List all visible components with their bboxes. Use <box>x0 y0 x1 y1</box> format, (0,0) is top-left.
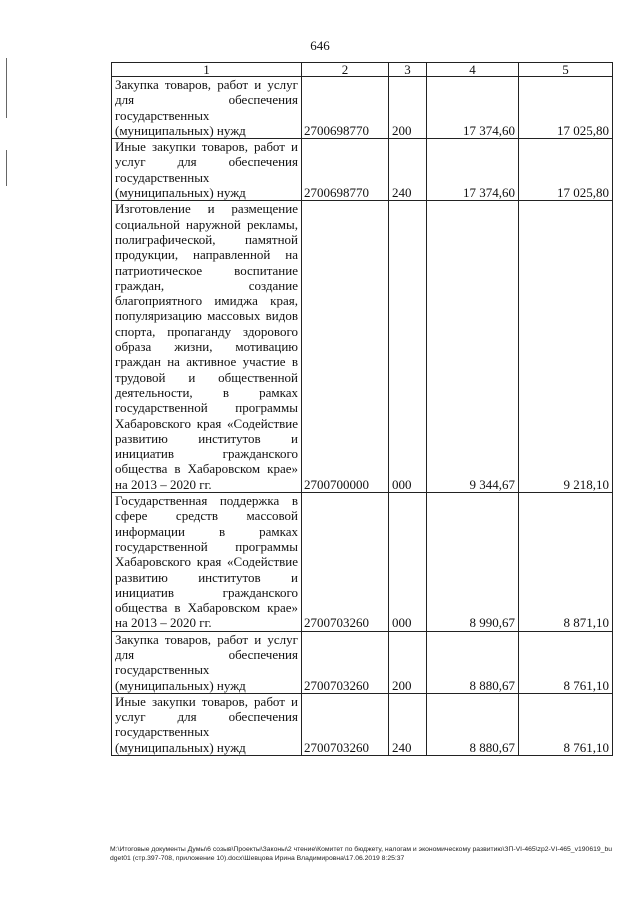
row-value-5: 17 025,80 <box>519 139 613 201</box>
row-name: Иные закупки товаров, работ и услуг для обеспечения государственных (муниципальных) нужд <box>112 693 302 755</box>
column-header-name: 1 <box>112 63 302 77</box>
row-value-4: 17 374,60 <box>427 139 519 201</box>
budget-table <box>111 62 613 756</box>
page-number: 646 <box>310 38 330 53</box>
table-row <box>112 201 613 493</box>
row-value-4: 8 990,67 <box>427 493 519 632</box>
row-value-4: 8 880,67 <box>427 693 519 755</box>
row-code: 2700703260 <box>302 631 389 693</box>
column-header-type: 3 <box>389 63 427 77</box>
row-type: 240 <box>389 693 427 755</box>
row-type: 240 <box>389 139 427 201</box>
row-name: Закупка товаров, работ и услуг для обеспечения государственных (муниципальных) нужд <box>112 77 302 139</box>
table-row <box>112 77 613 139</box>
row-type: 200 <box>389 631 427 693</box>
row-code: 2700703260 <box>302 693 389 755</box>
table-row <box>112 139 613 201</box>
column-header-code: 2 <box>302 63 389 77</box>
row-value-4: 9 344,67 <box>427 201 519 493</box>
row-value-4: 8 880,67 <box>427 631 519 693</box>
row-value-5: 9 218,10 <box>519 201 613 493</box>
row-value-5: 8 761,10 <box>519 693 613 755</box>
row-value-5: 17 025,80 <box>519 77 613 139</box>
row-code: 2700703260 <box>302 493 389 632</box>
column-header-value-5: 5 <box>519 63 613 77</box>
row-type: 200 <box>389 77 427 139</box>
row-name: Закупка товаров, работ и услуг для обеспечения государственных (муниципальных) нужд <box>112 631 302 693</box>
row-name: Изготовление и размещение социальной наружной рекламы, полиграфической, памятной продукции, направленной на патриотическое воспитание граждан, создание благоприятного имиджа края, популяризацию массовых видов спорта, пропаганду здорового образа жизни, мотивацию граждан на активное участие в трудовой и общественной деятельности, в рамках государственной программы Хабаровского края «Содействие развитию институтов и инициатив гражданского общества в Хабаровском крае» на 2013 – 2020 гг. <box>112 201 302 493</box>
row-value-5: 8 761,10 <box>519 631 613 693</box>
document-path-footer: M:\Итоговые документы Думы\6 созыв\Проекты\Законы\2 чтение\Комитет по бюджету, налогам и экономическому развитию\ЗП-VI-465\zp2-VI-465_v190619_budget01 (стр.397-708, приложение 10).docx\Шевцова Ирина Владимировна\17.06.2019 8:25:37 <box>110 846 613 862</box>
row-value-4: 17 374,60 <box>427 77 519 139</box>
row-code: 2700698770 <box>302 139 389 201</box>
row-code: 2700698770 <box>302 77 389 139</box>
row-name: Государственная поддержка в сфере средств массовой информации в рамках государственной программы Хабаровского края «Содействие развитию институтов и инициатив гражданского общества в Хабаровском крае» на 2013 – 2020 гг. <box>112 493 302 632</box>
table-row <box>112 493 613 632</box>
scan-edge-line <box>6 58 7 118</box>
header-row <box>112 63 613 77</box>
column-header-value-4: 4 <box>427 63 519 77</box>
row-name: Иные закупки товаров, работ и услуг для обеспечения государственных (муниципальных) нужд <box>112 139 302 201</box>
row-value-5: 8 871,10 <box>519 493 613 632</box>
row-code: 2700700000 <box>302 201 389 493</box>
table-row <box>112 693 613 755</box>
table-row <box>112 631 613 693</box>
scan-edge-line <box>6 150 7 186</box>
row-type: 000 <box>389 201 427 493</box>
row-type: 000 <box>389 493 427 632</box>
